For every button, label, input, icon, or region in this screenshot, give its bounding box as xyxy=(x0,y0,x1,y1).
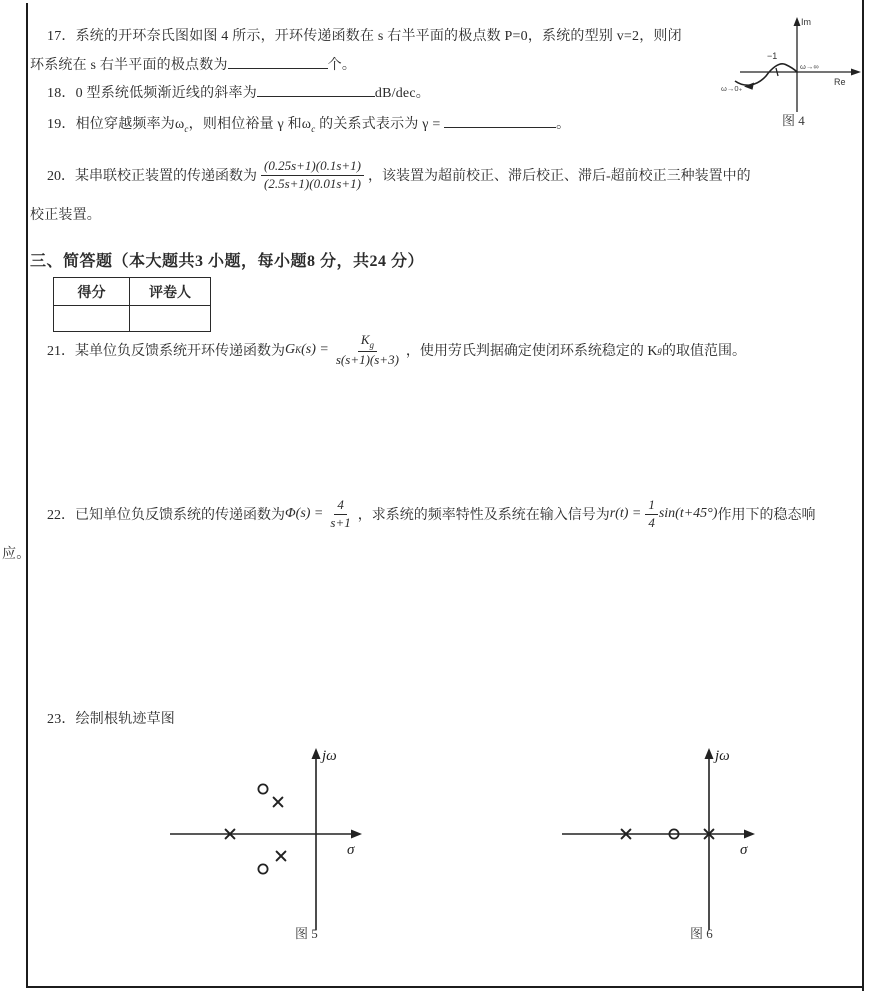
q21-equals: (s) = xyxy=(301,342,329,357)
fig4-nyquist-curve xyxy=(735,64,797,85)
q17-line2-text: 环系统在 s 右半平面的极点数为 xyxy=(30,58,228,73)
right-border-line xyxy=(862,0,864,991)
fig5-caption: 图 5 xyxy=(295,926,318,941)
q19-omega-subscript-2: c xyxy=(311,124,316,134)
figure-5-pole-zero-plot xyxy=(145,742,405,947)
q19-text-mid: ，则相位裕量 γ 和ω xyxy=(188,117,312,132)
bottom-border-line xyxy=(26,986,864,988)
q18-text: 18．0 型系统低频渐近线的斜率为 xyxy=(47,86,257,101)
figure-4-nyquist-plot xyxy=(720,12,872,130)
question-20 xyxy=(47,150,751,200)
fig6-sigma-axis-label: σ xyxy=(740,842,748,858)
q17-line2-end: 个。 xyxy=(327,58,357,73)
q21-K-subscript: g xyxy=(657,345,663,355)
score-table-header-grader: 评卷人 xyxy=(130,278,211,306)
question-19 xyxy=(47,112,570,134)
q22-phi-symbol: Φ(s) = xyxy=(285,506,324,521)
q21-transfer-function-fraction xyxy=(333,333,402,368)
question-22-wrap: 应。 xyxy=(2,547,31,562)
q22-text-pre: 22．已知单位负反馈系统的传递函数为 xyxy=(47,508,285,523)
q22-text-post: 作用下的稳态响 xyxy=(717,508,816,523)
question-20-line2: 校正装置。 xyxy=(30,208,101,223)
q21-text-post: ，使用劳氏判据确定使闭环系统稳定的 K xyxy=(405,344,658,359)
fig4-curve-direction-arrow xyxy=(744,83,754,90)
question-17-line2 xyxy=(30,53,356,74)
q20-text-post: ，该装置为超前校正、滞后校正、滞后-超前校正三种装置中的 xyxy=(367,169,751,184)
q20-fraction-numerator: (0.25s+1)(0.1s+1) xyxy=(261,159,364,176)
q22-transfer-function-fraction xyxy=(327,498,353,530)
q21-G-subscript: K xyxy=(295,345,302,355)
q22-fraction1-numerator: 4 xyxy=(334,498,347,515)
score-table xyxy=(53,277,211,332)
q19-blank-line xyxy=(444,112,556,128)
q22-sin-term: sin(t+45°) xyxy=(658,506,718,521)
q19-text-pre: 19．相位穿越频率为ω xyxy=(47,117,185,132)
fig4-omega-to-zero-label: ω→0₊ xyxy=(721,84,743,93)
q22-fraction2-numerator: 1 xyxy=(645,498,658,515)
question-21 xyxy=(47,328,746,372)
left-border-line xyxy=(26,3,28,988)
q22-quarter-fraction xyxy=(645,498,658,530)
q22-text-mid: ，求系统的频率特性及系统在输入信号为 xyxy=(357,508,610,523)
q22-rt-symbol: r(t) = xyxy=(609,506,642,521)
q21-fraction-numerator: $K_g$ xyxy=(358,333,377,352)
fig4-im-axis-label: Im xyxy=(801,17,811,27)
q20-text-pre: 20．某串联校正装置的传递函数为 xyxy=(47,169,257,184)
pole-marker xyxy=(274,798,283,807)
q21-G-symbol: G xyxy=(285,342,296,357)
q20-fraction-denominator: (2.5s+1)(0.01s+1) xyxy=(264,175,361,191)
zero-marker xyxy=(258,864,267,873)
q22-fraction2-denominator: 4 xyxy=(648,514,655,530)
q20-transfer-function-fraction xyxy=(261,159,364,191)
q21-fraction-denominator: s(s+1)(s+3) xyxy=(335,351,399,367)
section-3-title: 三、简答题（本大题共3 小题，每小题8 分，共24 分） xyxy=(30,253,425,270)
q18-blank-line xyxy=(257,81,375,97)
fig4-omega-to-infinity-label: ω→∞ xyxy=(800,62,819,71)
fig5-jw-axis-label: jω xyxy=(322,748,337,764)
fig4-re-axis-label: Re xyxy=(834,77,846,87)
q17-blank-line xyxy=(228,53,328,69)
fig6-jw-axis-label: jω xyxy=(715,748,730,764)
q22-fraction1-denominator: s+1 xyxy=(330,514,351,530)
figure-6-pole-zero-plot xyxy=(535,742,795,947)
q21-text-pre: 21．某单位负反馈系统开环传递函数为 xyxy=(47,344,285,359)
zero-marker xyxy=(258,784,267,793)
question-23: 23．绘制根轨迹草图 xyxy=(47,712,175,727)
q19-period: 。 xyxy=(556,117,571,132)
fig5-sigma-axis-label: σ xyxy=(347,842,355,858)
fig6-caption: 图 6 xyxy=(690,926,713,941)
fig4-caption: 图 4 xyxy=(782,113,805,128)
question-17-line1: 17．系统的开环奈氏图如图 4 所示，开环传递函数在 s 右半平面的极点数 P=0，系统的型别 v=2，则闭 xyxy=(47,29,682,44)
pole-marker xyxy=(277,852,286,861)
q19-omega-subscript-1: c xyxy=(184,124,189,134)
score-table-header-score: 得分 xyxy=(54,278,130,306)
question-18 xyxy=(47,81,430,102)
fig4-minus-one-label: −1 xyxy=(767,51,778,61)
q19-text-post: 的关系式表示为 γ = xyxy=(315,117,445,132)
question-22 xyxy=(47,492,815,536)
q21-text-end: 的取值范围。 xyxy=(662,344,747,359)
q18-unit: dB/dec。 xyxy=(374,86,430,101)
